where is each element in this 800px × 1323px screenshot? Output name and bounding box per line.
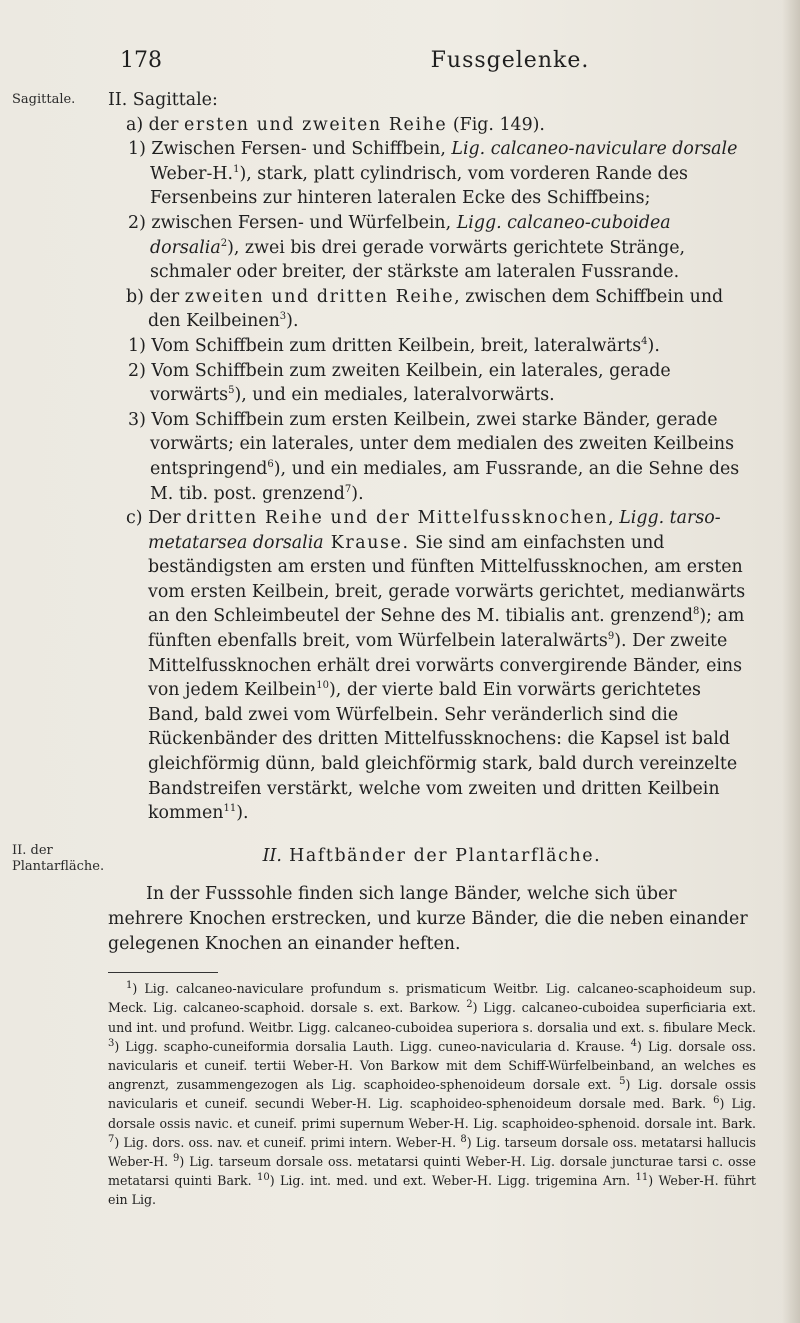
margin-note-sagittale: Sagittale. — [12, 92, 76, 107]
item-b3: 3) Vom Schiffbein zum ersten Keilbein, zwei starke Bänder, gerade vorwärts; ein laterales, unter dem medialen des zweiten Keilbeins entspringend$^6$), und ein mediales, am Fussrande, an die Sehne des M. tib. post. grenzend$^7$). — [128, 409, 740, 504]
page-body — [108, 88, 756, 1210]
subsection-b: b) der zweiten und dritten Reihe, zwischen dem Schiffbein und den Keilbeinen$^3$). — [126, 286, 724, 332]
footnote-rule — [108, 972, 218, 973]
running-title: Fussgelenke. — [430, 48, 590, 73]
page-edge-shadow — [782, 0, 800, 1323]
plantar-paragraph: In der Fusssohle finden sich lange Bänder, welche sich über mehrere Knochen erstrecken, und kurze Bänder, die die neben einander gelegenen Knochen an einander heften. — [108, 884, 748, 954]
item-b1: 1) Vom Schiffbein zum dritten Keilbein, breit, lateralwärts$^4$). — [128, 335, 660, 356]
heading-text: II. Sagittale: — [108, 90, 218, 110]
item-a1: 1) Zwischen Fersen- und Schiffbein, Lig. calcaneo-naviculare dorsale Weber-H.$^1$), stark, platt cylindrisch, vom vorderen Rande des Fersenbeins zur hinteren lateralen Ecke des Schiffbeins; — [128, 139, 738, 209]
plantar-heading: II. Haftbänder der Plantarfläche. — [262, 845, 602, 866]
item-a2: 2) zwischen Fersen- und Würfelbein, Ligg. calcaneo-cuboidea dorsalia$^2$), zwei bis drei gerade vorwärts gerichtete Stränge, schmaler oder breiter, der stärkste am lateralen Fussrande. — [128, 212, 686, 283]
page-number: 178 — [120, 48, 162, 73]
page-header — [0, 48, 800, 82]
margin-note-plantar: II. der Plantarfläche. — [12, 843, 105, 874]
subsection-c: c) Der dritten Reihe und der Mittelfussknochen, Ligg. tarso-metatarsea dorsalia Krause. Sie sind am einfachsten und beständigsten am ersten und fünften Mittelfussknochen, am ersten vom ersten Keilbein, breit, gerade vorwärts gerichtet, medianwärts an den Schleimbeutel der Sehne des M. tibialis ant. grenzend$^8$); am fünften ebenfalls breit, vom Würfelbein lateralwärts$^9$). Der zweite Mittelfussknochen erhält drei vorwärts convergirende Bänder, eins von jedem Keilbein$^{10}$), der vierte bald Ein vorwärts gerichtetes Band, bald zwei vom Würfelbein. Sehr veränderlich sind die Rückenbänder des dritten Mittelfussknochens: die Kapsel ist bald gleichförmig dünn, bald gleichförmig stark, bald durch vereinzelte Bandstreifen verstärkt, welche vom zweiten und dritten Keilbein kommen$^{11}$). — [126, 508, 746, 824]
section-heading — [108, 88, 756, 113]
item-b2: 2) Vom Schiffbein zum zweiten Keilbein, ein laterales, gerade vorwärts$^5$), und ein mediales, lateralvorwärts. — [128, 360, 671, 406]
subsection-a: a) der ersten und zweiten Reihe (Fig. 149). — [126, 114, 545, 135]
footnotes: $^1$) Lig. calcaneo-naviculare profundum s. prismaticum Weitbr. Lig. calcaneo-scaphoideum sup. Meck. Lig. calcaneo-scaphoid. dorsale s. ext. Barkow. $^2$) Ligg. calcaneo-cuboidea superficiaria ext. und int. und profund. Weitbr. Ligg. calcaneo-cuboidea superiora s. dorsalia und ext. s. fibulare Meck. $^3$) Ligg. scapho-cuneiformia dorsalia Lauth. Ligg. cuneo-navicularia d. Krause. $^4$) Lig. dorsale oss. navicularis et cuneif. tertii Weber-H. Von Barkow mit dem Schiff-Würfelbeinband, an welches es angrenzt, zusammengezogen als Lig. scaphoideo-sphenoideum dorsale ext. $^5$) Lig. dorsale ossis navicularis et cuneif. secundi Weber-H. Lig. scaphoideo-sphenoideum dorsale med. Bark. $^6$) Lig. dorsale ossis navic. et cuneif. primi supernum Weber-H. Lig. scaphoideo-sphenoid. dorsale int. Bark. $^7$) Lig. dors. oss. nav. et cuneif. primi intern. Weber-H. $^8$) Lig. tarseum dorsale oss. metatarsi hallucis Weber-H. $^9$) Lig. tarseum dorsale oss. metatarsi quinti Weber-H. Lig. dorsale juncturae tarsi c. osse metatarsi quinti Bark. $^{10}$) Lig. int. med. und ext. Weber-H. Ligg. trigemina Arn. $^{11}$) Weber-H. führt ein Lig. — [108, 980, 756, 1208]
